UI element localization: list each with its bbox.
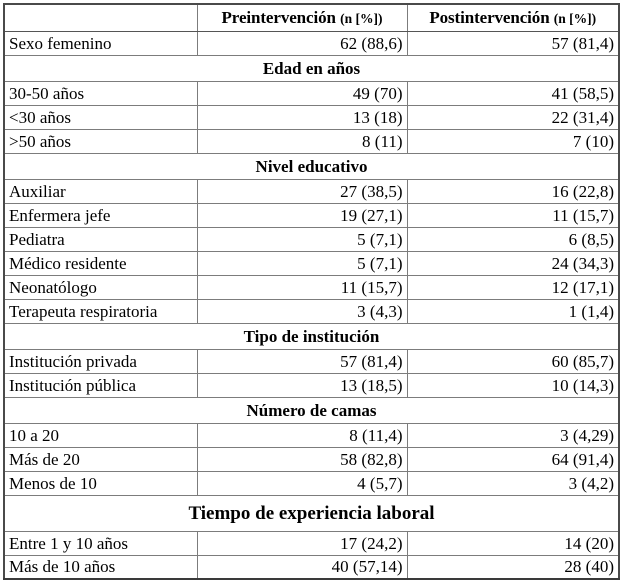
row-label: Menos de 10	[4, 471, 197, 495]
cell-postintervention: 3 (4,29)	[407, 423, 619, 447]
row-label: Neonatólogo	[4, 275, 197, 299]
row-label: Terapeuta respiratoria	[4, 299, 197, 323]
table-row	[4, 203, 619, 227]
table-section-row	[4, 55, 619, 81]
cell-preintervention: 62 (88,6)	[197, 31, 407, 55]
cell-postintervention: 60 (85,7)	[407, 349, 619, 373]
cell-preintervention: 5 (7,1)	[197, 251, 407, 275]
row-label: Más de 10 años	[4, 555, 197, 579]
cell-preintervention: 19 (27,1)	[197, 203, 407, 227]
header-unit-post: (n [%])	[553, 11, 597, 27]
row-label: Entre 1 y 10 años	[4, 531, 197, 555]
table-section-row	[4, 153, 619, 179]
table-row	[4, 251, 619, 275]
row-label: Institución pública	[4, 373, 197, 397]
table-row	[4, 227, 619, 251]
cell-postintervention: 57 (81,4)	[407, 31, 619, 55]
table-row	[4, 349, 619, 373]
cell-postintervention: 1 (1,4)	[407, 299, 619, 323]
header-cell-pre	[197, 4, 407, 31]
row-label: Pediatra	[4, 227, 197, 251]
table-row	[4, 179, 619, 203]
section-header-label: Tiempo de experiencia laboral	[4, 495, 619, 531]
cell-postintervention: 3 (4,2)	[407, 471, 619, 495]
row-label: Más de 20	[4, 447, 197, 471]
cell-postintervention: 64 (91,4)	[407, 447, 619, 471]
header-unit-pre: (n [%])	[340, 11, 383, 27]
table-row	[4, 299, 619, 323]
header-title-pre: Preintervención	[221, 8, 336, 28]
cell-preintervention: 4 (5,7)	[197, 471, 407, 495]
cell-preintervention: 17 (24,2)	[197, 531, 407, 555]
header-cell-blank	[4, 4, 197, 31]
table-row	[4, 373, 619, 397]
table-row	[4, 531, 619, 555]
table-section-row	[4, 323, 619, 349]
cell-preintervention: 58 (82,8)	[197, 447, 407, 471]
row-label: Médico residente	[4, 251, 197, 275]
row-label: <30 años	[4, 105, 197, 129]
row-label: >50 años	[4, 129, 197, 153]
cell-preintervention: 57 (81,4)	[197, 349, 407, 373]
header-cell-post	[407, 4, 619, 31]
cell-preintervention: 40 (57,14)	[197, 555, 407, 579]
row-label: Sexo femenino	[4, 31, 197, 55]
table-row	[4, 423, 619, 447]
cell-preintervention: 3 (4,3)	[197, 299, 407, 323]
cell-preintervention: 8 (11)	[197, 129, 407, 153]
row-label: Enfermera jefe	[4, 203, 197, 227]
cell-postintervention: 11 (15,7)	[407, 203, 619, 227]
cell-postintervention: 12 (17,1)	[407, 275, 619, 299]
characteristics-table	[3, 3, 620, 580]
cell-preintervention: 49 (70)	[197, 81, 407, 105]
section-header-label: Nivel educativo	[4, 153, 619, 179]
table-row	[4, 447, 619, 471]
table-header-row	[4, 4, 619, 31]
table-row	[4, 471, 619, 495]
row-label: Institución privada	[4, 349, 197, 373]
table-container	[3, 3, 620, 580]
cell-postintervention: 41 (58,5)	[407, 81, 619, 105]
section-header-label: Tipo de institución	[4, 323, 619, 349]
cell-preintervention: 11 (15,7)	[197, 275, 407, 299]
table-row	[4, 275, 619, 299]
table-row	[4, 31, 619, 55]
section-header-label: Número de camas	[4, 397, 619, 423]
cell-postintervention: 10 (14,3)	[407, 373, 619, 397]
cell-preintervention: 13 (18,5)	[197, 373, 407, 397]
cell-postintervention: 16 (22,8)	[407, 179, 619, 203]
table-row	[4, 105, 619, 129]
section-header-label: Edad en años	[4, 55, 619, 81]
cell-postintervention: 7 (10)	[407, 129, 619, 153]
row-label: 30-50 años	[4, 81, 197, 105]
table-row	[4, 555, 619, 579]
table-row	[4, 129, 619, 153]
cell-preintervention: 13 (18)	[197, 105, 407, 129]
table-row	[4, 81, 619, 105]
cell-preintervention: 5 (7,1)	[197, 227, 407, 251]
table-section-row	[4, 397, 619, 423]
cell-postintervention: 14 (20)	[407, 531, 619, 555]
cell-postintervention: 28 (40)	[407, 555, 619, 579]
header-title-post: Postintervención	[429, 8, 550, 28]
cell-preintervention: 27 (38,5)	[197, 179, 407, 203]
cell-preintervention: 8 (11,4)	[197, 423, 407, 447]
row-label: 10 a 20	[4, 423, 197, 447]
row-label: Auxiliar	[4, 179, 197, 203]
cell-postintervention: 22 (31,4)	[407, 105, 619, 129]
table-section-row	[4, 495, 619, 531]
cell-postintervention: 6 (8,5)	[407, 227, 619, 251]
cell-postintervention: 24 (34,3)	[407, 251, 619, 275]
